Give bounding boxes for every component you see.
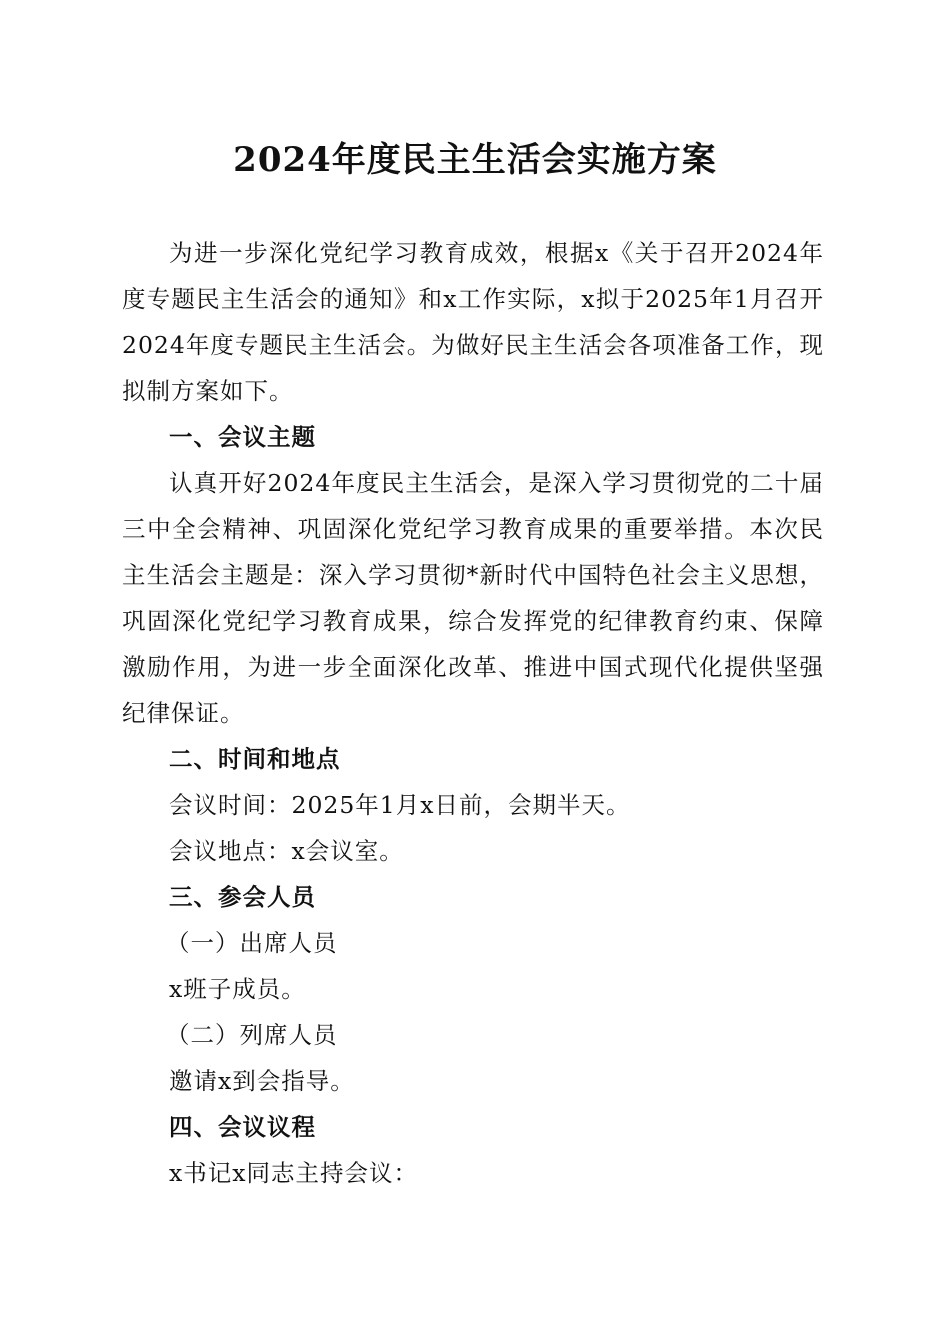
section-heading-theme: 一、会议主题 bbox=[169, 423, 316, 451]
attendees-text: x班子成员。 bbox=[169, 975, 306, 1003]
document-body bbox=[122, 230, 824, 1196]
subheading-attendees: （一）出席人员 bbox=[166, 929, 338, 957]
theme-paragraph: 认真开好2024年度民主生活会，是深入学习贯彻党的二十届三中全会精神、巩固深化党纪学习教育成果的重要举措。本次民主生活会主题是：深入学习贯彻*新时代中国特色社会主义思想，巩固深化党纪学习教育成果，综合发挥党的纪律教育约束、保障激励作用，为进一步全面深化改革、推进中国式现代化提供坚强纪律保证。 bbox=[122, 469, 824, 727]
meeting-place: 会议地点：x会议室。 bbox=[169, 837, 404, 865]
page-title: 2024年度民主生活会实施方案 bbox=[233, 140, 717, 180]
meeting-time: 会议时间：2025年1月x日前，会期半天。 bbox=[169, 791, 631, 819]
section-heading-time-place: 二、时间和地点 bbox=[169, 745, 341, 773]
intro-paragraph: 为进一步深化党纪学习教育成效，根据x《关于召开2024年度专题民主生活会的通知》和x工作实际，x拟于2025年1月召开2024年度专题民主生活会。为做好民主生活会各项准备工作，现拟制方案如下。 bbox=[122, 239, 824, 405]
section-heading-agenda: 四、会议议程 bbox=[169, 1113, 316, 1141]
observers-text: 邀请x到会指导。 bbox=[169, 1067, 355, 1095]
section-heading-attendees: 三、参会人员 bbox=[169, 883, 316, 911]
subheading-observers: （二）列席人员 bbox=[166, 1021, 338, 1049]
agenda-text: x书记x同志主持会议： bbox=[169, 1159, 419, 1187]
